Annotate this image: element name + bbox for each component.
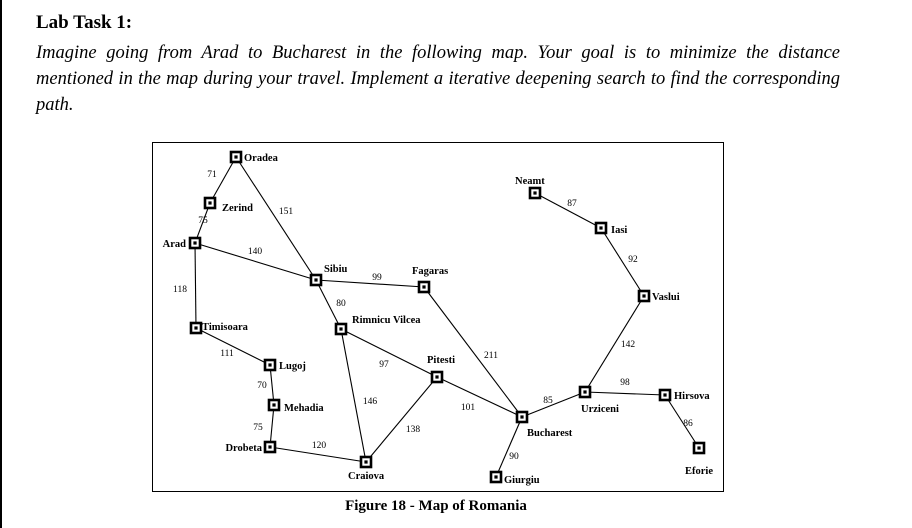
distance-label-urziceni-vaslui: 142	[620, 340, 636, 350]
road-rimnicu-pitesti	[341, 329, 437, 377]
city-label-sibiu: Sibiu	[324, 264, 348, 275]
road-arad-timisoara	[195, 243, 196, 328]
road-oradea-sibiu	[236, 157, 316, 280]
distance-label-vaslui-iasi: 92	[628, 255, 638, 265]
city-label-oradea: Oradea	[244, 153, 278, 164]
city-marker-iasi	[596, 223, 606, 233]
road-hirsova-eforie	[665, 395, 699, 448]
city-label-iasi: Iasi	[611, 225, 628, 236]
distance-label-timisoara-lugoj: 111	[220, 349, 234, 359]
distance-label-rimnicu-craiova: 146	[362, 397, 378, 407]
task-description: Imagine going from Arad to Bucharest in the following map. Your goal is to minimize the distance mentioned in the map during your travel. Implement a iterative deepening search to find the corresponding path.	[36, 43, 840, 115]
city-marker-pitesti	[432, 372, 442, 382]
distance-label-zerind-arad: 75	[198, 216, 208, 226]
city-label-hirsova: Hirsova	[674, 391, 710, 402]
distance-label-arad-timisoara: 118	[173, 285, 187, 295]
city-label-mehadia: Mehadia	[284, 403, 324, 414]
distance-label-bucharest-urziceni: 85	[543, 396, 553, 406]
city-marker-fagaras	[419, 282, 429, 292]
city-label-giurgiu: Giurgiu	[504, 475, 540, 486]
distance-label-oradea-sibiu: 151	[278, 207, 294, 217]
road-sibiu-fagaras	[316, 280, 424, 287]
city-marker-arad	[190, 238, 200, 248]
city-label-vaslui: Vaslui	[652, 292, 680, 303]
distance-label-urziceni-hirsova: 98	[620, 378, 630, 388]
city-marker-urziceni	[580, 387, 590, 397]
city-label-craiova: Craiova	[348, 471, 385, 482]
figure-caption: Figure 18 - Map of Romania	[345, 498, 527, 514]
distance-label-drobeta-craiova: 120	[311, 441, 327, 451]
city-marker-neamt	[530, 188, 540, 198]
road-pitesti-bucharest	[437, 377, 522, 417]
city-marker-vaslui	[639, 291, 649, 301]
road-fagaras-bucharest	[424, 287, 522, 417]
distance-label-iasi-neamt: 87	[567, 199, 577, 209]
city-marker-oradea	[231, 152, 241, 162]
distance-label-bucharest-giurgiu: 90	[509, 452, 519, 462]
road-oradea-zerind	[210, 157, 236, 203]
distance-label-arad-sibiu: 140	[247, 247, 263, 257]
road-urziceni-hirsova	[585, 392, 665, 395]
city-label-urziceni: Urziceni	[581, 404, 619, 415]
roads-layer	[195, 157, 699, 477]
city-marker-giurgiu	[491, 472, 501, 482]
road-bucharest-giurgiu	[496, 417, 522, 477]
distance-label-sibiu-rimnicu: 80	[336, 299, 346, 309]
city-marker-eforie	[694, 443, 704, 453]
city-marker-timisoara	[191, 323, 201, 333]
distance-label-mehadia-drobeta: 75	[253, 423, 263, 433]
distance-label-sibiu-fagaras: 99	[372, 273, 382, 283]
distance-label-craiova-pitesti: 138	[405, 425, 421, 435]
city-label-neamt: Neamt	[515, 176, 545, 187]
city-marker-mehadia	[269, 400, 279, 410]
road-craiova-pitesti	[366, 377, 437, 462]
distance-label-oradea-zerind: 71	[207, 170, 217, 180]
city-label-bucharest: Bucharest	[527, 428, 573, 439]
road-rimnicu-craiova	[341, 329, 366, 462]
city-marker-lugoj	[265, 360, 275, 370]
distance-label-pitesti-bucharest: 101	[460, 403, 476, 413]
city-label-timisoara: Timisoara	[202, 322, 248, 333]
city-label-fagaras: Fagaras	[412, 266, 449, 277]
distance-label-lugoj-mehadia: 70	[257, 381, 267, 391]
city-label-rimnicu: Rimnicu Vilcea	[352, 315, 421, 326]
city-label-zerind: Zerind	[222, 203, 253, 214]
road-urziceni-vaslui	[585, 296, 644, 392]
city-marker-craiova	[361, 457, 371, 467]
road-timisoara-lugoj	[196, 328, 270, 365]
city-marker-rimnicu	[336, 324, 346, 334]
city-marker-bucharest	[517, 412, 527, 422]
city-label-pitesti: Pitesti	[427, 355, 455, 366]
distance-label-fagaras-bucharest: 211	[484, 351, 498, 361]
distance-label-hirsova-eforie: 86	[683, 419, 693, 429]
city-label-lugoj: Lugoj	[279, 361, 306, 372]
city-label-arad: Arad	[162, 239, 186, 250]
city-marker-drobeta	[265, 442, 275, 452]
city-marker-hirsova	[660, 390, 670, 400]
city-label-eforie: Eforie	[685, 466, 713, 477]
city-labels-layer	[163, 153, 714, 486]
lab-task-heading: Lab Task 1:	[36, 12, 133, 33]
city-marker-sibiu	[311, 275, 321, 285]
city-label-drobeta: Drobeta	[225, 443, 262, 454]
road-bucharest-urziceni	[522, 392, 585, 417]
distance-label-rimnicu-pitesti: 97	[379, 360, 389, 370]
city-marker-zerind	[205, 198, 215, 208]
